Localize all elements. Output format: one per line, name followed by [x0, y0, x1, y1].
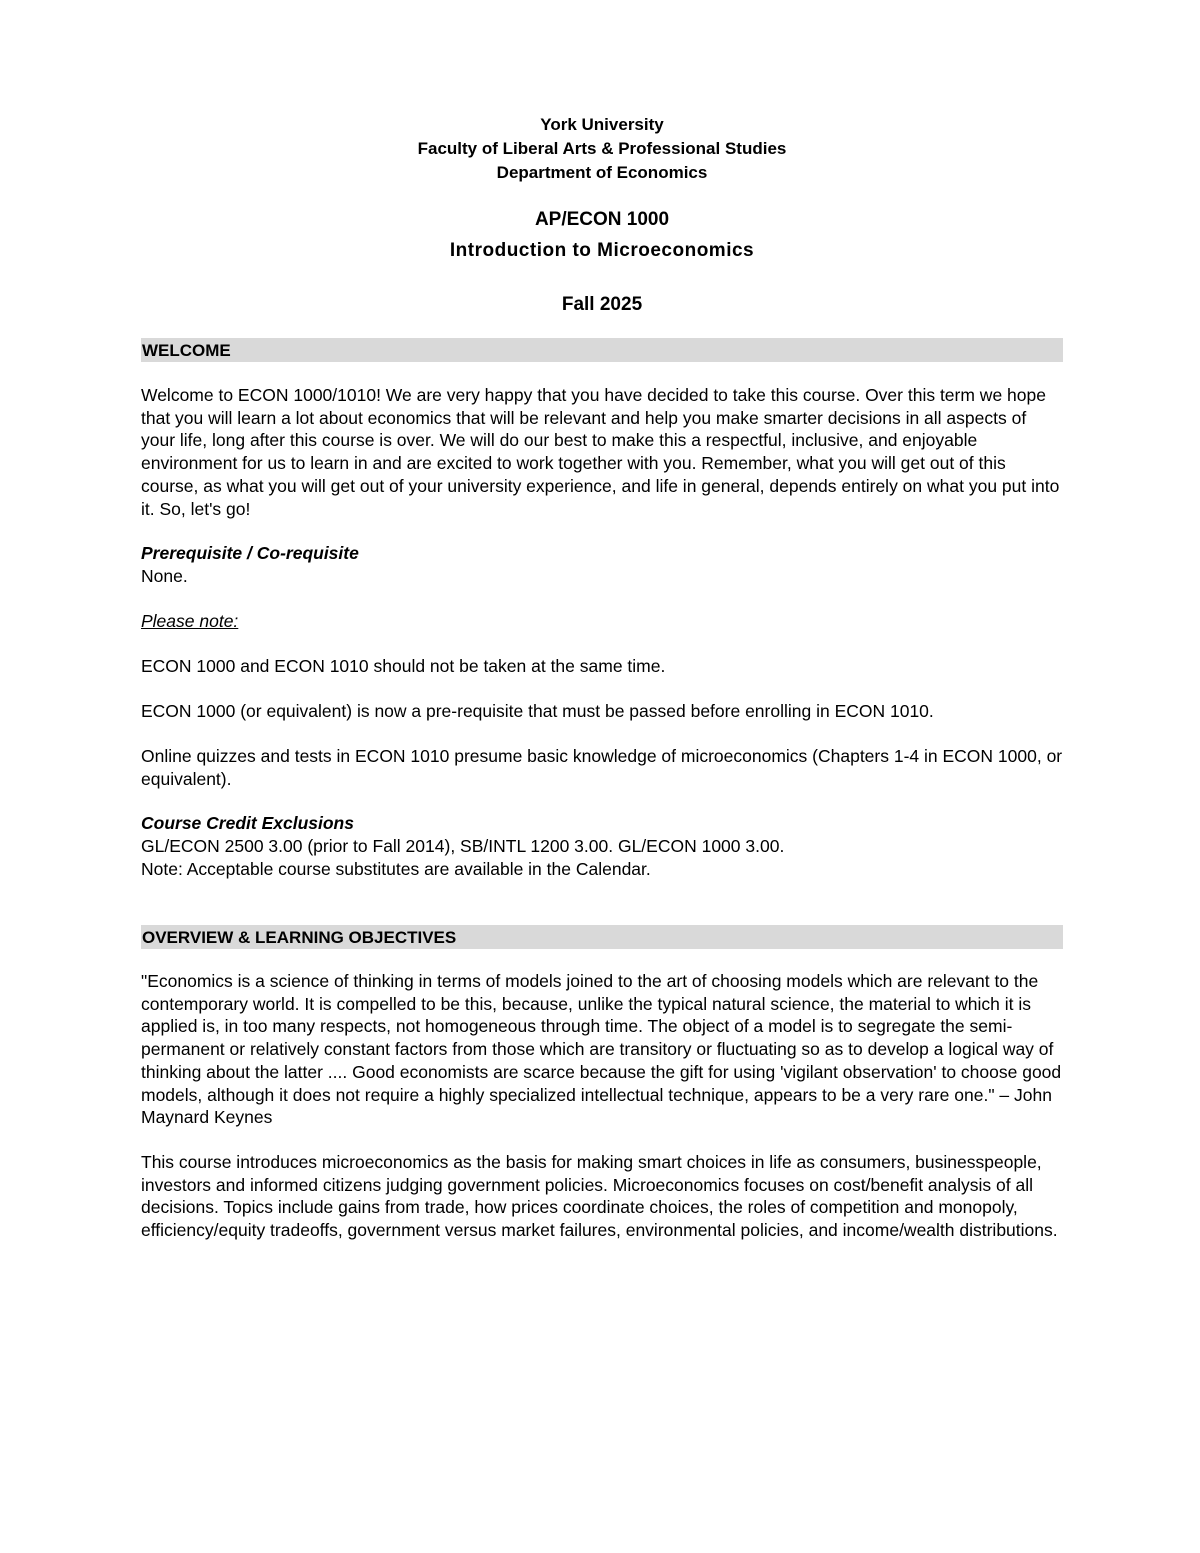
note-item-3: Online quizzes and tests in ECON 1010 presume basic knowledge of microeconomics (Chapters 1-4 in ECON 1000, or equivalent).	[141, 746, 1063, 789]
please-note-heading	[141, 610, 1063, 633]
overview-paragraph: This course introduces microeconomics as the basis for making smart choices in life as consumers, businesspeople, investors and informed citizens judging government policies. Microeconomics focuses on cost/benefit analysis of all decisions. Topics include gains from trade, how prices coordinate choices, the roles of competition and monopoly, efficiency/equity tradeoffs, government versus market failures, environmental policies, and income/wealth distributions.	[141, 1152, 1058, 1241]
overview-heading-text: OVERVIEW & LEARNING OBJECTIVES	[142, 928, 457, 947]
prerequisite-heading: Prerequisite / Co-requisite	[141, 543, 359, 563]
faculty-name: Faculty of Liberal Arts & Professional Studies	[417, 139, 787, 158]
note-item-2: ECON 1000 (or equivalent) is now a pre-requisite that must be passed before enrolling in ECON 1010.	[141, 701, 934, 721]
institution-header	[141, 113, 1063, 185]
course-name: Introduction to Microeconomics	[449, 240, 755, 261]
note-item-1: ECON 1000 and ECON 1010 should not be taken at the same time.	[141, 656, 666, 676]
please-note-text: Please note:	[141, 611, 239, 631]
exclusions-line-2: Note: Acceptable course substitutes are available in the Calendar.	[141, 859, 651, 879]
welcome-paragraph: Welcome to ECON 1000/1010! We are very happy that you have decided to take this course. Over this term we hope that you will learn a lot about economics that will be relevant and help you make smarter decisions in all aspects of your life, long after this course is over. We will do our best to make this a respectful, inclusive, and enjoyable environment for us to learn in and are excited to work together with you. Remember, what you will get out of this course, as what you will get out of your university experience, and life in general, depends entirely on what you put into it. So, let's go!	[141, 385, 1060, 519]
department-name: Department of Economics	[496, 163, 708, 182]
prerequisite-value: None.	[141, 566, 188, 586]
exclusions-line-1: GL/ECON 2500 3.00 (prior to Fall 2014), SB/INTL 1200 3.00. GL/ECON 1000 3.00.	[141, 836, 785, 856]
exclusions-heading: Course Credit Exclusions	[141, 813, 354, 833]
university-name: York University	[540, 115, 664, 134]
overview-heading	[141, 925, 1063, 949]
welcome-heading	[141, 338, 1063, 362]
welcome-heading-text: WELCOME	[142, 341, 231, 360]
keynes-quote: "Economics is a science of thinking in terms of models joined to the art of choosing models which are relevant to the contemporary world. It is compelled to be this, because, unlike the typical natural science, the material to which it is applied is, in too many respects, not homogeneous through time. The object of a model is to segregate the semi-permanent or relatively constant factors from those which are transitory or fluctuating so as to develop a logical way of thinking about the latter .... Good economists are scarce because the gift for using 'vigilant observation' to choose good models, although it does not require a highly specialized intellectual technique, appears to be a very rare one." – John Maynard Keynes	[141, 971, 1062, 1128]
course-code: AP/ECON 1000	[534, 209, 670, 230]
course-term: Fall 2025	[561, 294, 643, 315]
